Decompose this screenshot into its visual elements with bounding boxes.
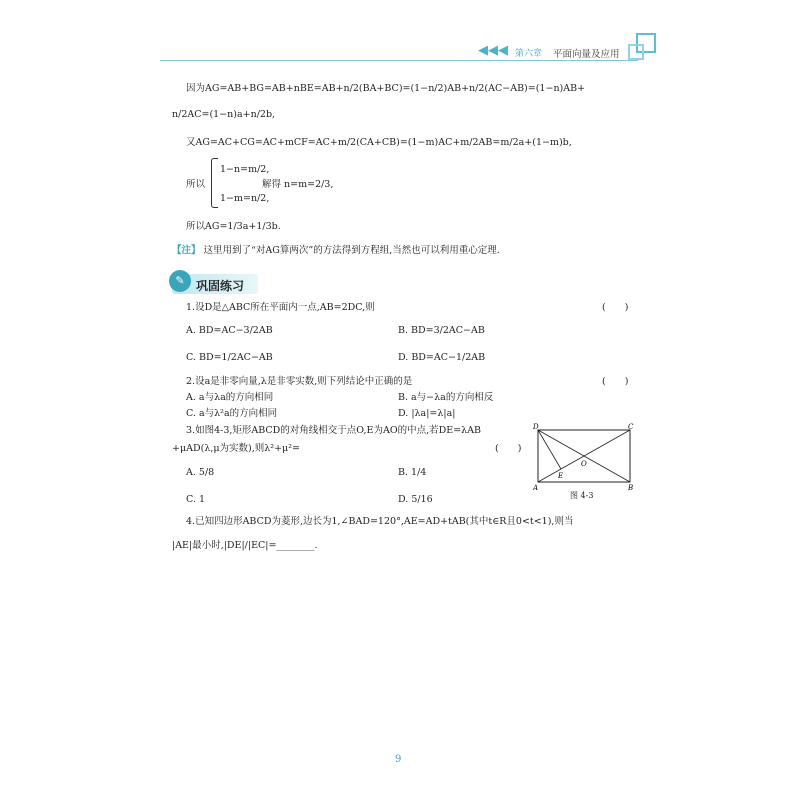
system-equation-2: 1−m=n/2, xyxy=(220,193,270,204)
problem-1-option-c: C. BD=1/2AC−AB xyxy=(186,352,273,363)
note-text: 这里用到了“对AG算两次”的方法得到方程组,当然也可以利用重心定理. xyxy=(203,245,500,256)
chapter-label: 第六章 xyxy=(515,49,543,59)
section-title: 巩固练习 xyxy=(196,279,245,293)
problem-1-option-a: A. BD=AC−3/2AB xyxy=(186,325,273,336)
header-square-decoration-small xyxy=(628,44,644,60)
problem-3-answer-paren: ( ) xyxy=(495,443,522,454)
page-number: 9 xyxy=(395,754,402,765)
problem-2-option-a: A. a与λa的方向相同 xyxy=(186,392,274,403)
label-c: C xyxy=(628,423,634,431)
label-e: E xyxy=(558,472,564,480)
note-tag: 【注】 xyxy=(172,245,201,256)
equation-system-brace xyxy=(211,158,218,208)
solution-line-2: n/2AC=(1−n)a+n/2b, xyxy=(172,109,276,120)
chapter-title: 平面向量及应用 xyxy=(553,49,620,60)
problem-4-stem-line-1: 4.已知四边形ABCD为菱形,边长为1,∠BAD=120°,AE=AD+tAB(其中t∈R且0<t<1),则当 xyxy=(186,516,574,527)
solution-line-5: 所以AG=1/3a+1/3b. xyxy=(186,221,281,232)
label-a: A xyxy=(533,484,539,492)
problem-3-stem-line-1: 3.如图4-3,矩形ABCD的对角线相交于点O,E为AO的中点,若DE=λAB xyxy=(186,425,482,436)
problem-1-option-b: B. BD=3/2AC−AB xyxy=(398,325,485,336)
pencil-icon: ✎ xyxy=(169,270,191,292)
problem-3-stem-line-2: +μAD(λ,μ为实数),则λ²+μ²= xyxy=(172,443,300,454)
label-o: O xyxy=(581,460,587,468)
system-equation-1: 1−n=m/2, xyxy=(220,164,270,175)
figure-caption: 图 4-3 xyxy=(570,491,594,500)
problem-2-answer-paren: ( ) xyxy=(602,376,629,387)
figure-rectangle-abcd xyxy=(528,422,640,502)
problem-4-stem-line-2: |AE|最小时,|DE|/|EC|=________. xyxy=(172,540,318,551)
solution-result: 解得 n=m=2/3, xyxy=(262,179,334,190)
problem-2-option-b: B. a与−λa的方向相反 xyxy=(398,392,494,403)
problem-2-option-c: C. a与λ²a的方向相同 xyxy=(186,408,278,419)
solution-line-1: 因为AG=AB+BG=AB+nBE=AB+n/2(BA+BC)=(1−n/2)AB+n/2(AC−AB)=(1−n)AB+ xyxy=(186,83,586,94)
problem-3-option-b: B. 1/4 xyxy=(398,467,427,478)
header-rule xyxy=(160,60,638,61)
problem-2-stem: 2.设a是非零向量,λ是非零实数,则下列结论中正确的是 xyxy=(186,376,413,387)
solution-so-label: 所以 xyxy=(186,179,206,190)
note xyxy=(172,246,500,256)
problem-3-option-c: C. 1 xyxy=(186,494,206,505)
problem-1-stem: 1.设D是△ABC所在平面内一点,AB=2DC,则 xyxy=(186,302,375,313)
segment-de xyxy=(538,430,561,469)
problem-1-option-d: D. BD=AC−1/2AB xyxy=(398,352,486,363)
problem-1-answer-paren: ( ) xyxy=(602,302,629,313)
header-arrows: ◀◀◀ xyxy=(478,43,508,58)
problem-3-option-d: D. 5/16 xyxy=(398,494,433,505)
solution-line-3: 又AG=AC+CG=AC+mCF=AC+m/2(CA+CB)=(1−m)AC+m/2AB=m/2a+(1−m)b, xyxy=(186,137,572,148)
problem-3-option-a: A. 5/8 xyxy=(186,467,215,478)
label-d: D xyxy=(533,423,539,431)
label-b: B xyxy=(628,484,634,492)
problem-2-option-d: D. |λa|=λ|a| xyxy=(398,408,456,419)
